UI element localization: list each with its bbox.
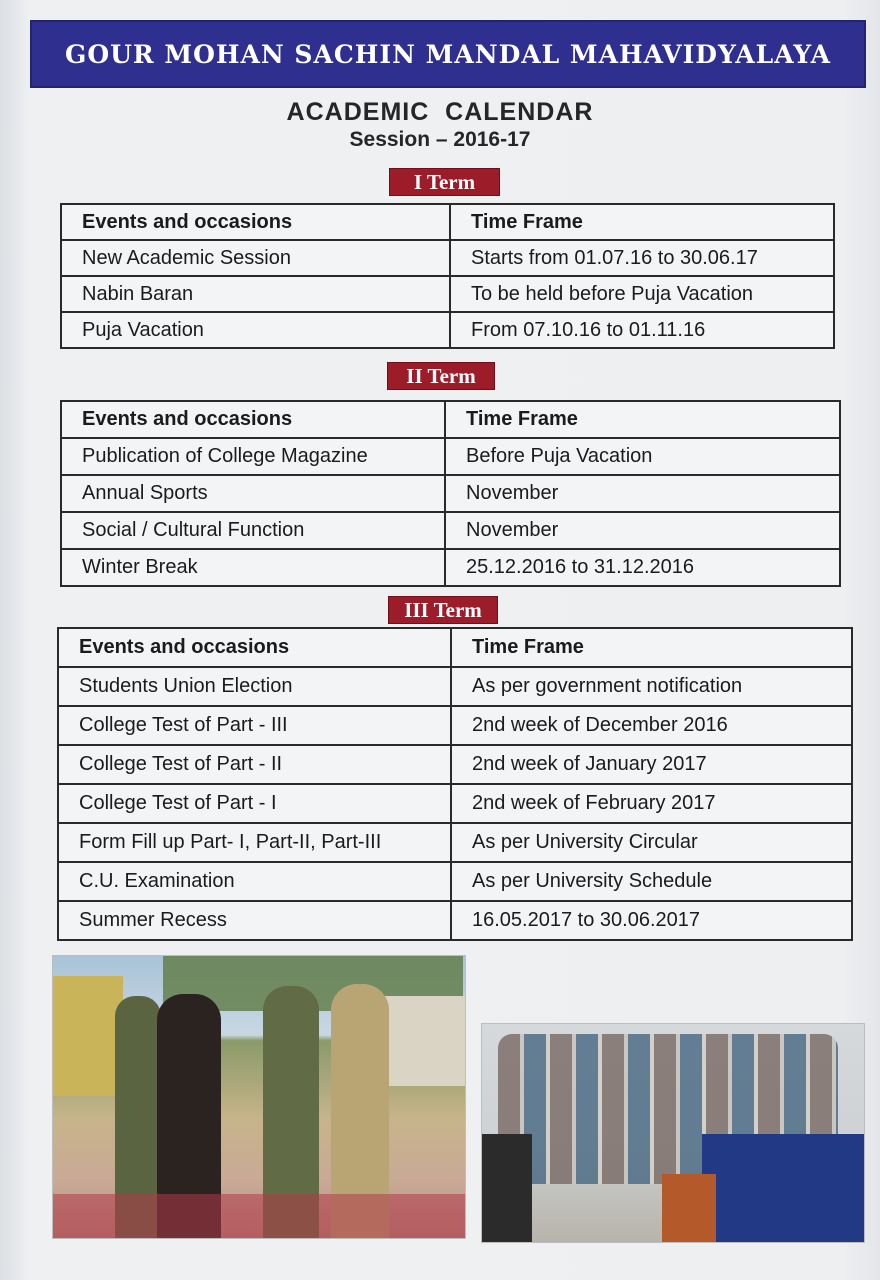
chair-shape (482, 1134, 532, 1242)
time-frame-cell: November (445, 512, 840, 549)
table-row (61, 475, 840, 512)
chair-shape (662, 1174, 716, 1242)
event-cell: Summer Recess (58, 901, 451, 940)
time-frame-cell: 25.12.2016 to 31.12.2016 (445, 549, 840, 586)
college-name-banner: GOUR MOHAN SACHIN MANDAL MAHAVIDYALAYA (30, 20, 866, 88)
table-shape (702, 1134, 864, 1242)
table-header-row (61, 401, 840, 438)
calendar-title: ACADEMIC CALENDAR (286, 98, 594, 126)
table-row (58, 745, 852, 784)
term-3-table (57, 627, 853, 941)
time-frame-cell: November (445, 475, 840, 512)
table-row (61, 512, 840, 549)
time-frame-cell: 16.05.2017 to 30.06.2017 (451, 901, 852, 940)
column-header-events: Events and occasions (58, 628, 451, 667)
column-header-events: Events and occasions (61, 204, 450, 240)
table-row (58, 901, 852, 940)
table-row (58, 823, 852, 862)
time-frame-cell: As per University Circular (451, 823, 852, 862)
event-cell: New Academic Session (61, 240, 450, 276)
time-frame-cell: To be held before Puja Vacation (450, 276, 834, 312)
time-frame-cell: As per government notification (451, 667, 852, 706)
table-row (58, 862, 852, 901)
event-cell: College Test of Part - III (58, 706, 451, 745)
event-cell: Students Union Election (58, 667, 451, 706)
table-row (58, 667, 852, 706)
term-2-table (60, 400, 841, 587)
time-frame-cell: 2nd week of December 2016 (451, 706, 852, 745)
column-header-time-frame: Time Frame (445, 401, 840, 438)
event-cell: Puja Vacation (61, 312, 450, 348)
table-row (61, 276, 834, 312)
table-row (61, 438, 840, 475)
column-header-time-frame: Time Frame (450, 204, 834, 240)
event-cell: Social / Cultural Function (61, 512, 445, 549)
table-header-row (61, 204, 834, 240)
event-cell: Form Fill up Part- I, Part-II, Part-III (58, 823, 451, 862)
term-2-label: II Term (387, 362, 495, 390)
time-frame-cell: From 07.10.16 to 01.11.16 (450, 312, 834, 348)
table-row (58, 706, 852, 745)
time-frame-cell: 2nd week of January 2017 (451, 745, 852, 784)
table-row (58, 784, 852, 823)
table-row (61, 549, 840, 586)
event-cell: Nabin Baran (61, 276, 450, 312)
table-row (61, 312, 834, 348)
session-label: Session – 2016-17 (349, 128, 531, 151)
table-header-row (58, 628, 852, 667)
column-header-events: Events and occasions (61, 401, 445, 438)
ncc-ceremony-photo (52, 955, 466, 1239)
time-frame-cell: Before Puja Vacation (445, 438, 840, 475)
term-3-label: III Term (388, 596, 498, 624)
table-row (61, 240, 834, 276)
event-cell: Annual Sports (61, 475, 445, 512)
event-cell: College Test of Part - II (58, 745, 451, 784)
time-frame-cell: As per University Schedule (451, 862, 852, 901)
term-1-label: I Term (389, 168, 500, 196)
red-carpet-shape (53, 1194, 465, 1238)
tent-shape (53, 976, 123, 1096)
event-cell: Winter Break (61, 549, 445, 586)
event-cell: Publication of College Magazine (61, 438, 445, 475)
time-frame-cell: 2nd week of February 2017 (451, 784, 852, 823)
column-header-time-frame: Time Frame (451, 628, 852, 667)
event-cell: College Test of Part - I (58, 784, 451, 823)
term-1-table (60, 203, 835, 349)
group-photo (481, 1023, 865, 1243)
time-frame-cell: Starts from 01.07.16 to 30.06.17 (450, 240, 834, 276)
event-cell: C.U. Examination (58, 862, 451, 901)
